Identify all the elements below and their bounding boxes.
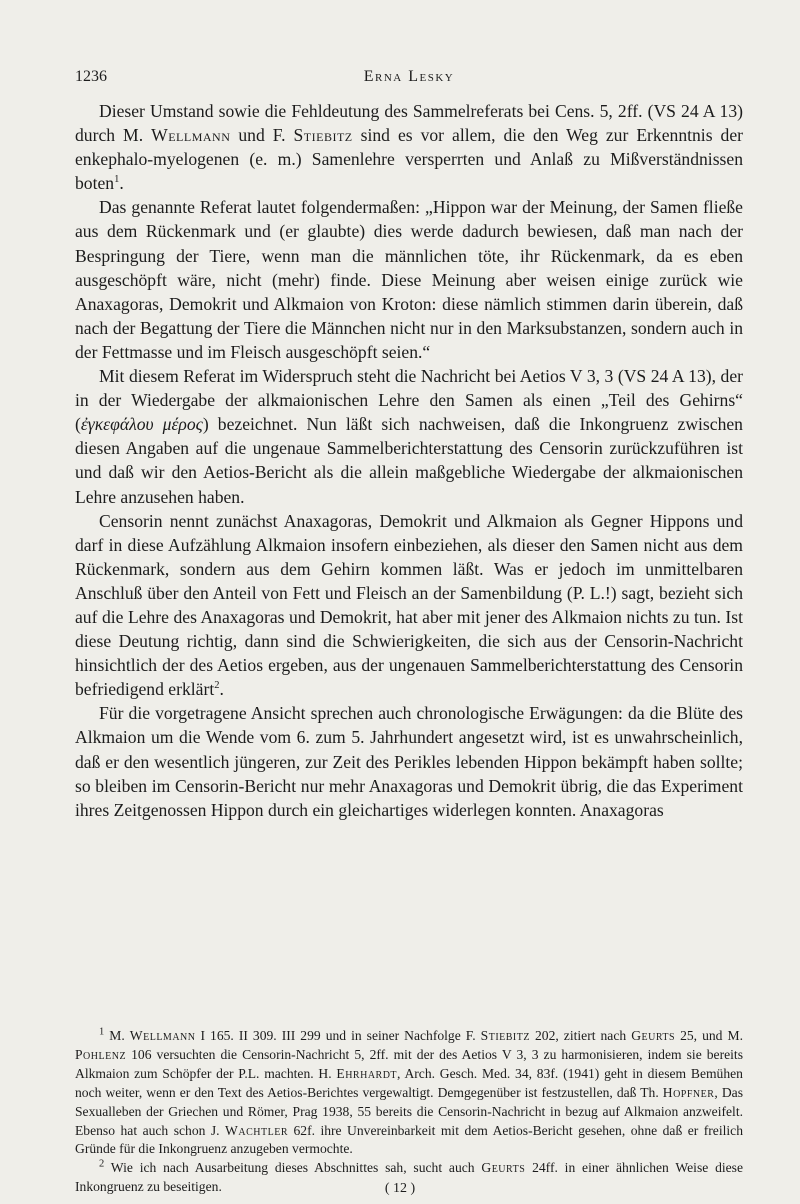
page-header [75, 68, 743, 90]
author-name: Stiebitz [293, 125, 353, 146]
paragraph-1: Dieser Umstand sowie die Fehldeutung des Sammelreferats bei Cens. 5, 2ff. (VS 24 A 13) durch M. Wellmann und F. Stiebitz sind es vor allem, die den Weg zur Erkenntnis der enkephalo-myelogenen (e. m.) Samenlehre versperrten und Anlaß zu Mißverständnissen boten$^1$. [75, 101, 743, 194]
main-text [75, 99, 743, 822]
footnote-marker: 2 [99, 1158, 105, 1170]
paragraph-3: Mit diesem Referat im Widerspruch steht die Nachricht bei Aetios V 3, 3 (VS 24 A 13), der in der Wiedergabe der alkmaionischen Lehre den Samen als einen „Teil des Gehirns“ (ἐγκεφάλου μέρος) bezeichnet. Nun läßt sich nachweisen, daß die Inkongruenz zwischen diesen Angaben auf die ungenaue Sammelberichterstattung des Censorin zurückzuführen ist und daß wir den Aetios-Bericht als die allein maßgebliche Wiedergabe der alkmaionischen Lehre anzusehen haben. [75, 366, 743, 507]
footnote-1: $^1$ M. Wellmann I 165. II 309. III 299 und in seiner Nachfolge F. Stiebitz 202, zitiert nach Geurts 25, und M. Pohlenz 106 versuchten die Censorin-Nachricht 5, 2ff. mit der des Aetios V 3, 3 zu harmonisieren, indem sie bereits Alkmaion zum Schöpfer der P.L. machten. H. Ehrhardt, Arch. Gesch. Med. 34, 83f. (1941) geht in diesem Bemühen noch weiter, wenn er den Text des Aetios-Berichtes vergewaltigt. Demgegenüber ist festzustellen, daß Th. Hopfner, Das Sexualleben der Griechen und Römer, Prag 1938, 55 bereits die Censorin-Nachricht in bezug auf Alkmaion anzweifelt. Ebenso hat auch schon J. Wachtler 62f. ihre Unvereinbarkeit mit dem Aetios-Bericht gesehen, ohne daß er freilich Gründe für die Inkongruenz anzugeben vermochte. [75, 1026, 743, 1157]
author-name: Wachtler [225, 1122, 288, 1138]
author-name: Wellmann [151, 125, 231, 146]
footnotes [75, 1027, 743, 1197]
page-footer-marker: ( 12 ) [384, 1181, 416, 1196]
author-name: Hopfner [662, 1084, 715, 1100]
author-name: Geurts [481, 1160, 526, 1176]
running-head-author: Erna Lesky [363, 68, 455, 85]
author-name: Stiebitz [480, 1028, 530, 1043]
author-name: Ehrhardt [336, 1065, 398, 1081]
author-name: Geurts [631, 1028, 676, 1043]
paragraph-4: Censorin nennt zunächst Anaxagoras, Demokrit und Alkmaion als Gegner Hippons und darf in diese Aufzählung Alkmaion insofern einbeziehen, als dieser den Samen nicht aus dem Rückenmark, sondern aus dem Gehirn kommen läßt. Was er jedoch im unmittelbaren Anschluß über den Anteil von Fett und Fleisch an der Samenbildung (P. L.!) sagt, bezieht sich auf die Lehre des Anaxagoras und Demokrit, hat aber mit jener des Alkmaion nichts zu tun. Ist diese Deutung richtig, dann sind die Schwierigkeiten, die sich aus der Censorin-Nachricht hinsichtlich der des Aetios ergeben, aus der ungenauen Sammelberichterstattung des Censorin befriedigend erklärt$^2$. [75, 510, 743, 700]
footnote-ref-1: 1 [114, 174, 120, 186]
author-name: Pohlenz [75, 1046, 127, 1062]
footnote-ref-2: 2 [214, 680, 220, 692]
paragraph-2: Das genannte Referat lautet folgendermaßen: „Hippon war der Meinung, der Samen fließe aus dem Rückenmark und (er glaubte) dies werde dadurch bewiesen, daß man nach der Bespringung der Tiere, wenn man die männlichen töte, ihr Rückenmark, da es eben ausgeschöpft wäre, nicht (mehr) finde. Diese Meinung aber weisen einige zurück wie Anaxagoras, Demokrit und Alkmaion von Kroton: diese nämlich stimmen darin überein, daß nach der Begattung der Tiere die Männchen nicht nur in den Marksubstanzen, sondern auch in der Fettmasse und im Fleisch ausgeschöpft seien.“ [75, 197, 743, 362]
greek-phrase: ἐγκεφάλου μέρος [80, 414, 203, 435]
footnote-2: $^2$ Wie ich nach Ausarbeitung dieses Abschnittes sah, sucht auch Geurts 24ff. in einer ähnlichen Weise diese Inkongruenz zu beseitigen. [75, 1158, 743, 1195]
page-number: 1236 [75, 68, 107, 85]
paragraph-5: Für die vorgetragene Ansicht sprechen auch chronologische Erwägungen: da die Blüte des Alkmaion um die Wende vom 6. zum 5. Jahrhundert angesetzt wird, ist es unwahrscheinlich, daß er den wesentlich jüngeren, zur Zeit des Perikles lebenden Hippon bekämpft haben sollte; so bleiben im Censorin-Bericht nur mehr Anaxagoras und Demokrit übrig, die das Experiment ihres Zeitgenossen Hippon durch ein gleichartiges widerlegen konnten. Anaxagoras [75, 703, 743, 820]
footnote-marker: 1 [99, 1026, 105, 1038]
author-name: Wellmann [129, 1028, 196, 1043]
